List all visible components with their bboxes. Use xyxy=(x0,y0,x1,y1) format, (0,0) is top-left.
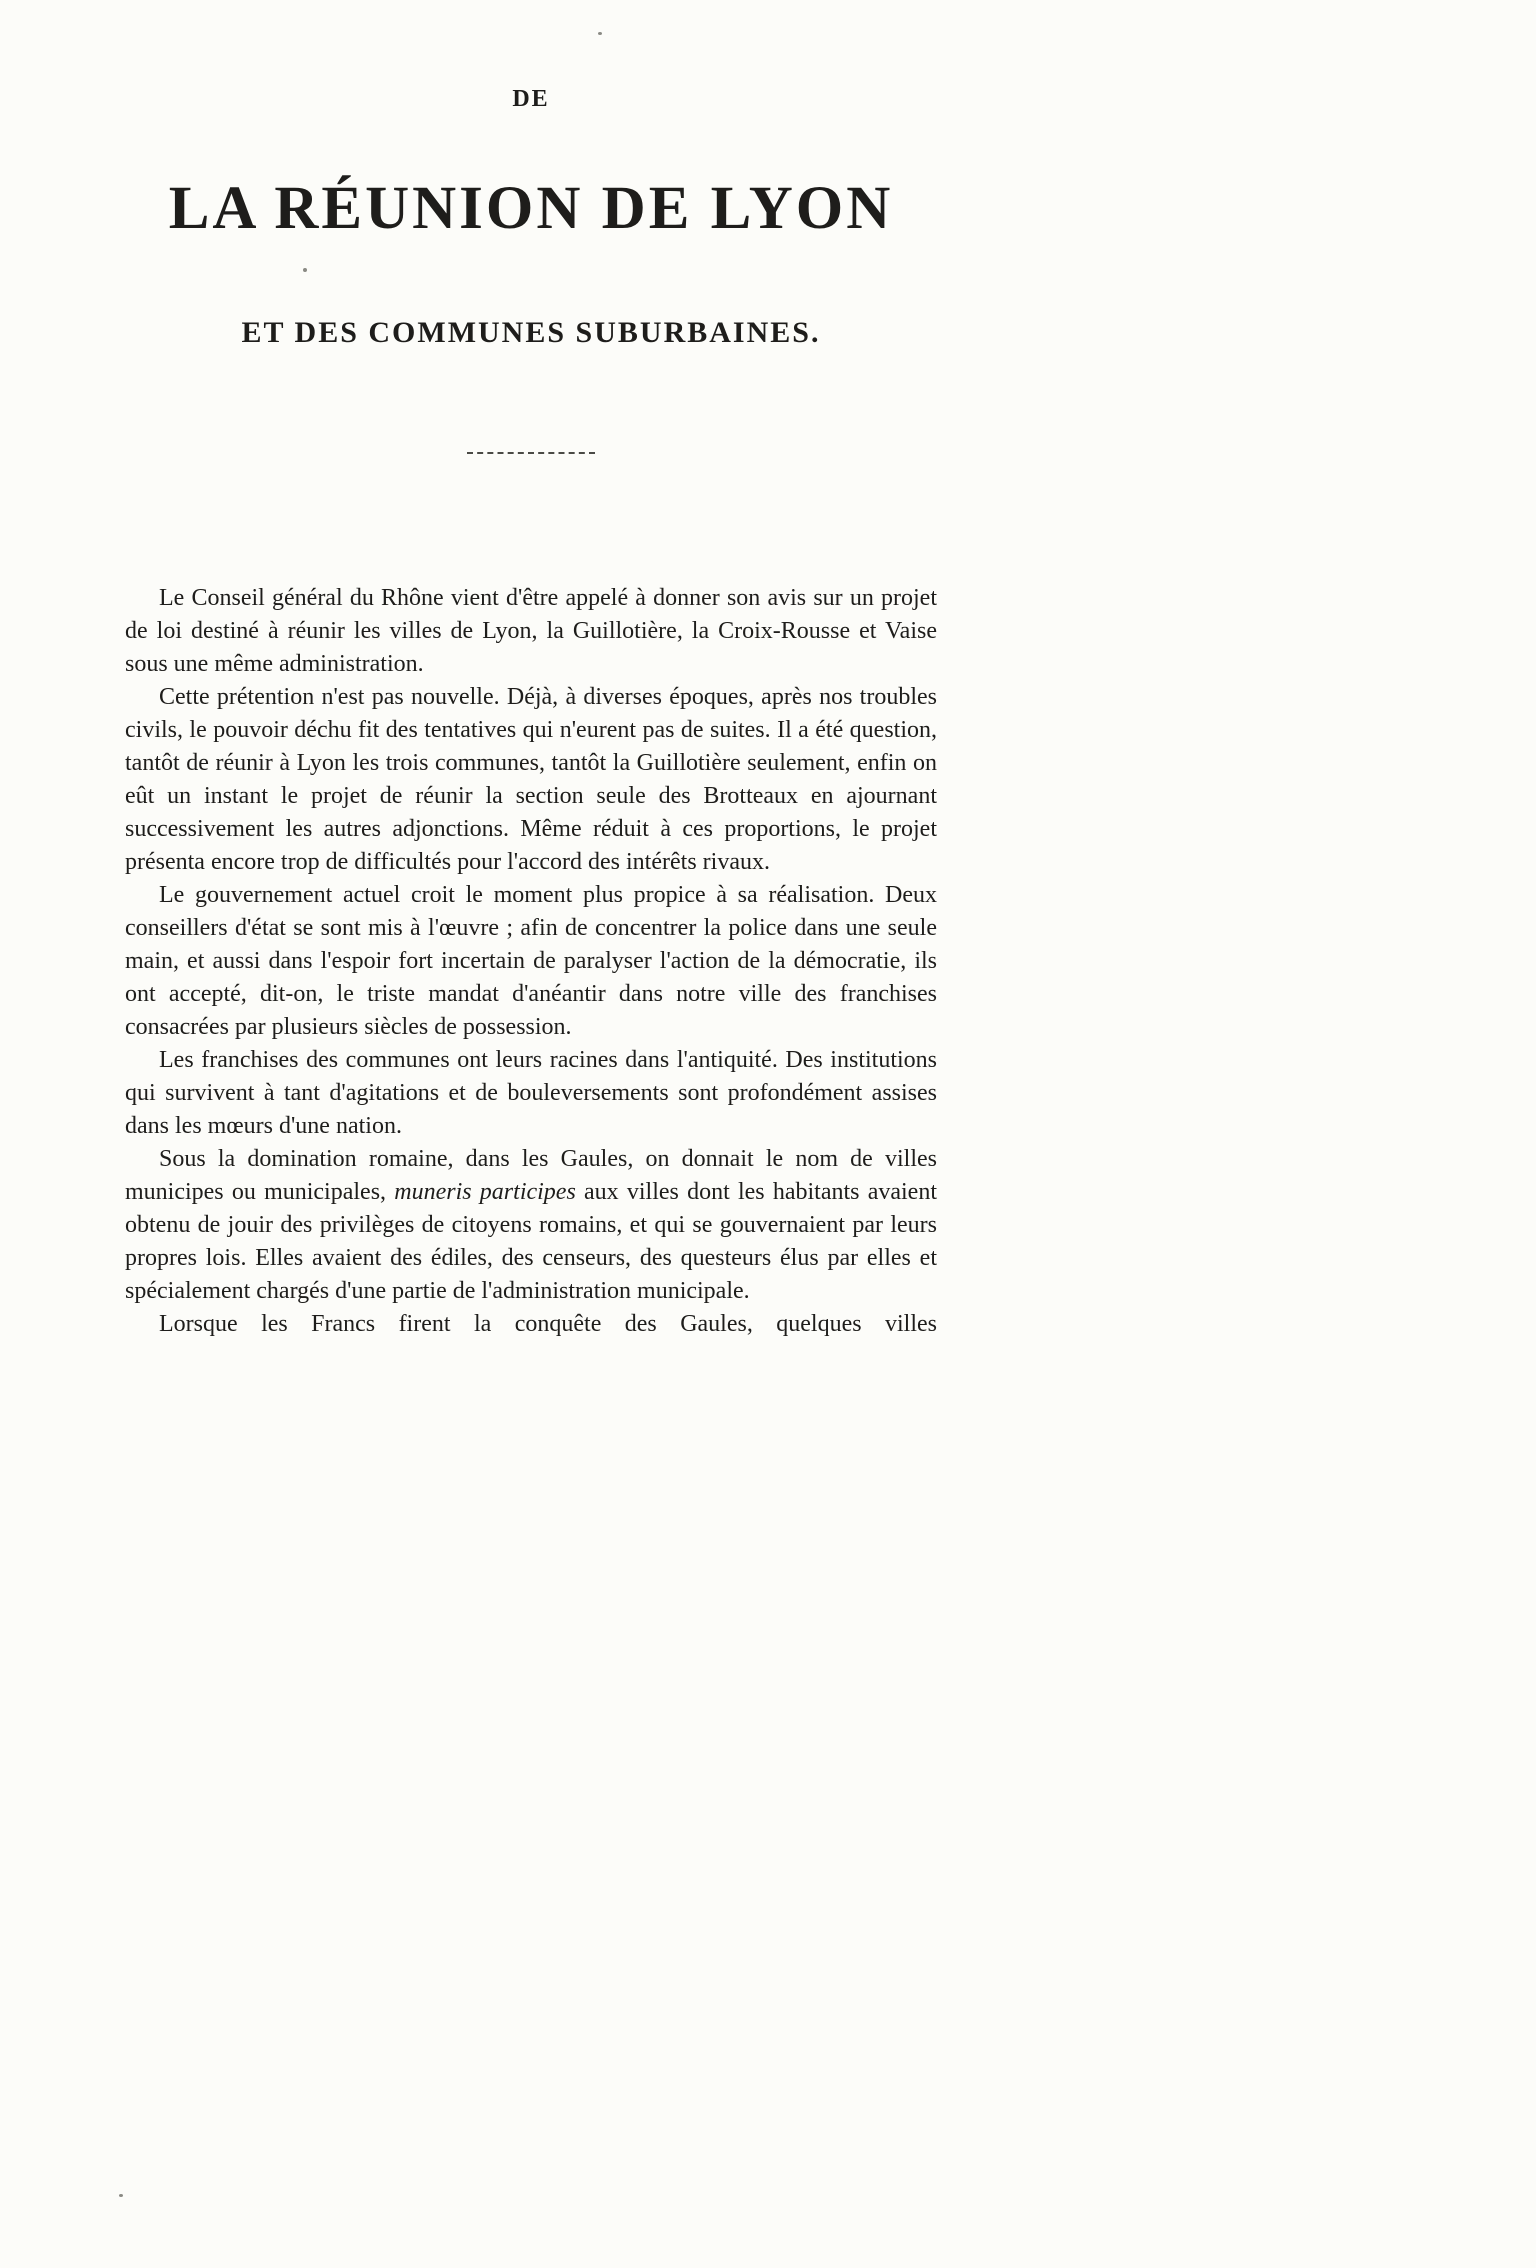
paragraph-5 xyxy=(125,1143,937,1308)
page-title: LA RÉUNION DE LYON xyxy=(168,175,894,242)
paragraph-1: Le Conseil général du Rhône vient d'être appelé à donner son avis sur un projet de loi destiné à réunir les villes de Lyon, la Guillotière, la Croix-Rousse et Vaise sous une même administration. xyxy=(125,585,937,678)
section-divider-rule xyxy=(467,452,595,454)
scan-speck xyxy=(119,2194,123,2197)
half-title: DE xyxy=(512,86,550,112)
paragraph-2: Cette prétention n'est pas nouvelle. Déjà, à diverses époques, après nos troubles civils, le pouvoir déchu fit des tentatives qui n'eurent pas de suites. Il a été question, tantôt de réunir à Lyon les trois communes, tantôt la Guillotière seulement, enfin on eût un instant le projet de réunir la section seule des Brotteaux en ajournant successivement les autres adjonctions. Même réduit à ces proportions, le projet présenta encore trop de difficultés pour l'accord des intérêts rivaux. xyxy=(125,684,937,876)
paragraph-5-text-after: aux villes dont les habitants avaient obtenu de jouir des privilèges de citoyens romains, et qui se gouvernaient par leurs propres lois. Elles avaient des édiles, des censeurs, des questeurs élus par elles et spécialement chargés d'une partie de l'administration municipale. xyxy=(125,1179,938,1305)
body-text xyxy=(125,582,937,1341)
paragraph-5-text-before: Sous la domination romaine, dans les Gaules, on donnait le nom de villes municipes ou municipales, xyxy=(125,1146,937,1206)
page-content-column xyxy=(125,0,937,1341)
scan-speck xyxy=(303,268,307,272)
paragraph-4: Les franchises des communes ont leurs racines dans l'antiquité. Des institutions qui survivent à tant d'agitations et de bouleversements sont profondément assises dans les mœurs d'une nation. xyxy=(125,1047,937,1140)
paragraph-3: Le gouvernement actuel croit le moment plus propice à sa réalisation. Deux conseillers d'état se sont mis à l'œuvre ; afin de concentrer la police dans une seule main, et aussi dans l'espoir fort incertain de paralyser l'action de la démocratie, ils ont accepté, dit-on, le triste mandat d'anéantir dans notre ville des franchises consacrées par plusieurs siècles de possession. xyxy=(125,882,937,1041)
latin-term: muneris participes xyxy=(394,1179,576,1206)
scan-speck xyxy=(598,32,602,35)
paragraph-6: Lorsque les Francs firent la conquête des Gaules, quelques villes xyxy=(159,1311,937,1338)
page-subtitle: ET DES COMMUNES SUBURBAINES. xyxy=(241,316,821,350)
